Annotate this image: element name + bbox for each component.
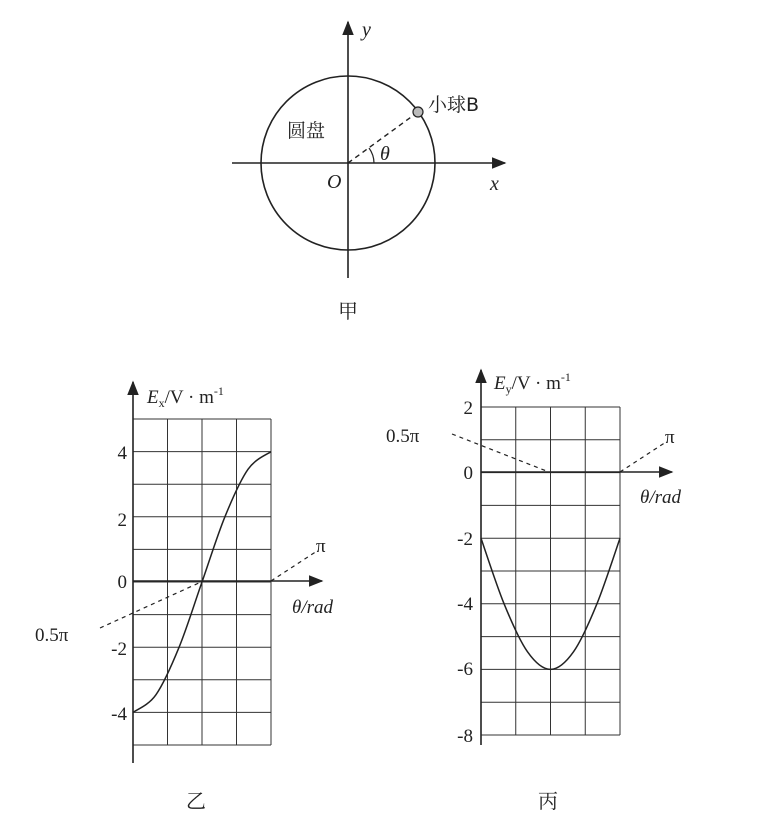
disk-label: 圆盘 <box>287 120 326 142</box>
ball-label: 小球B <box>428 94 480 116</box>
marker-start-label-yi: 0.5π <box>35 625 69 646</box>
y-tick-neg2-bing: -2 <box>457 529 473 550</box>
y-tick-0-yi: 0 <box>117 572 127 593</box>
figure-jia <box>232 19 505 323</box>
marker-end-label-yi: π <box>316 536 326 557</box>
x-axis-label: x <box>490 173 499 195</box>
y-tick-2-yi: 2 <box>117 510 127 531</box>
y-tick-4-yi: 4 <box>117 443 127 464</box>
y-title-bing: $E_y/V \cdot m^{-1}$ <box>494 370 571 396</box>
grid-bing <box>481 407 620 735</box>
x-title-yi: θ/rad <box>292 597 334 618</box>
figure-yi <box>35 382 334 813</box>
angle-arc <box>369 148 374 163</box>
y-tick-neg8-bing: -8 <box>457 726 473 747</box>
origin-label: O <box>327 171 342 193</box>
angle-label: θ <box>380 143 390 165</box>
caption-bing: 丙 <box>538 789 558 813</box>
y-title-yi: $E_x/V \cdot m^{-1}$ <box>147 384 224 410</box>
caption-jia: 甲 <box>338 299 358 323</box>
y-tick-neg4-yi: -4 <box>111 704 127 725</box>
marker-end-line-yi <box>271 551 317 581</box>
marker-end-label-bing: π <box>665 427 675 448</box>
caption-yi: 乙 <box>186 789 206 813</box>
y-tick-neg4-bing: -4 <box>457 594 473 615</box>
y-tick-neg2-yi: -2 <box>111 639 127 660</box>
y-tick-2-bing: 2 <box>463 398 473 419</box>
y-tick-0-bing: 0 <box>463 463 473 484</box>
y-tick-neg6-bing: -6 <box>457 659 473 680</box>
x-title-bing: θ/rad <box>640 487 682 508</box>
y-axis-label: y <box>362 19 371 41</box>
marker-start-line-yi <box>100 582 201 628</box>
marker-start-label-bing: 0.5π <box>386 426 420 447</box>
marker-end-line-bing <box>620 442 666 472</box>
ball-b <box>413 107 423 117</box>
figure-bing <box>386 370 682 813</box>
